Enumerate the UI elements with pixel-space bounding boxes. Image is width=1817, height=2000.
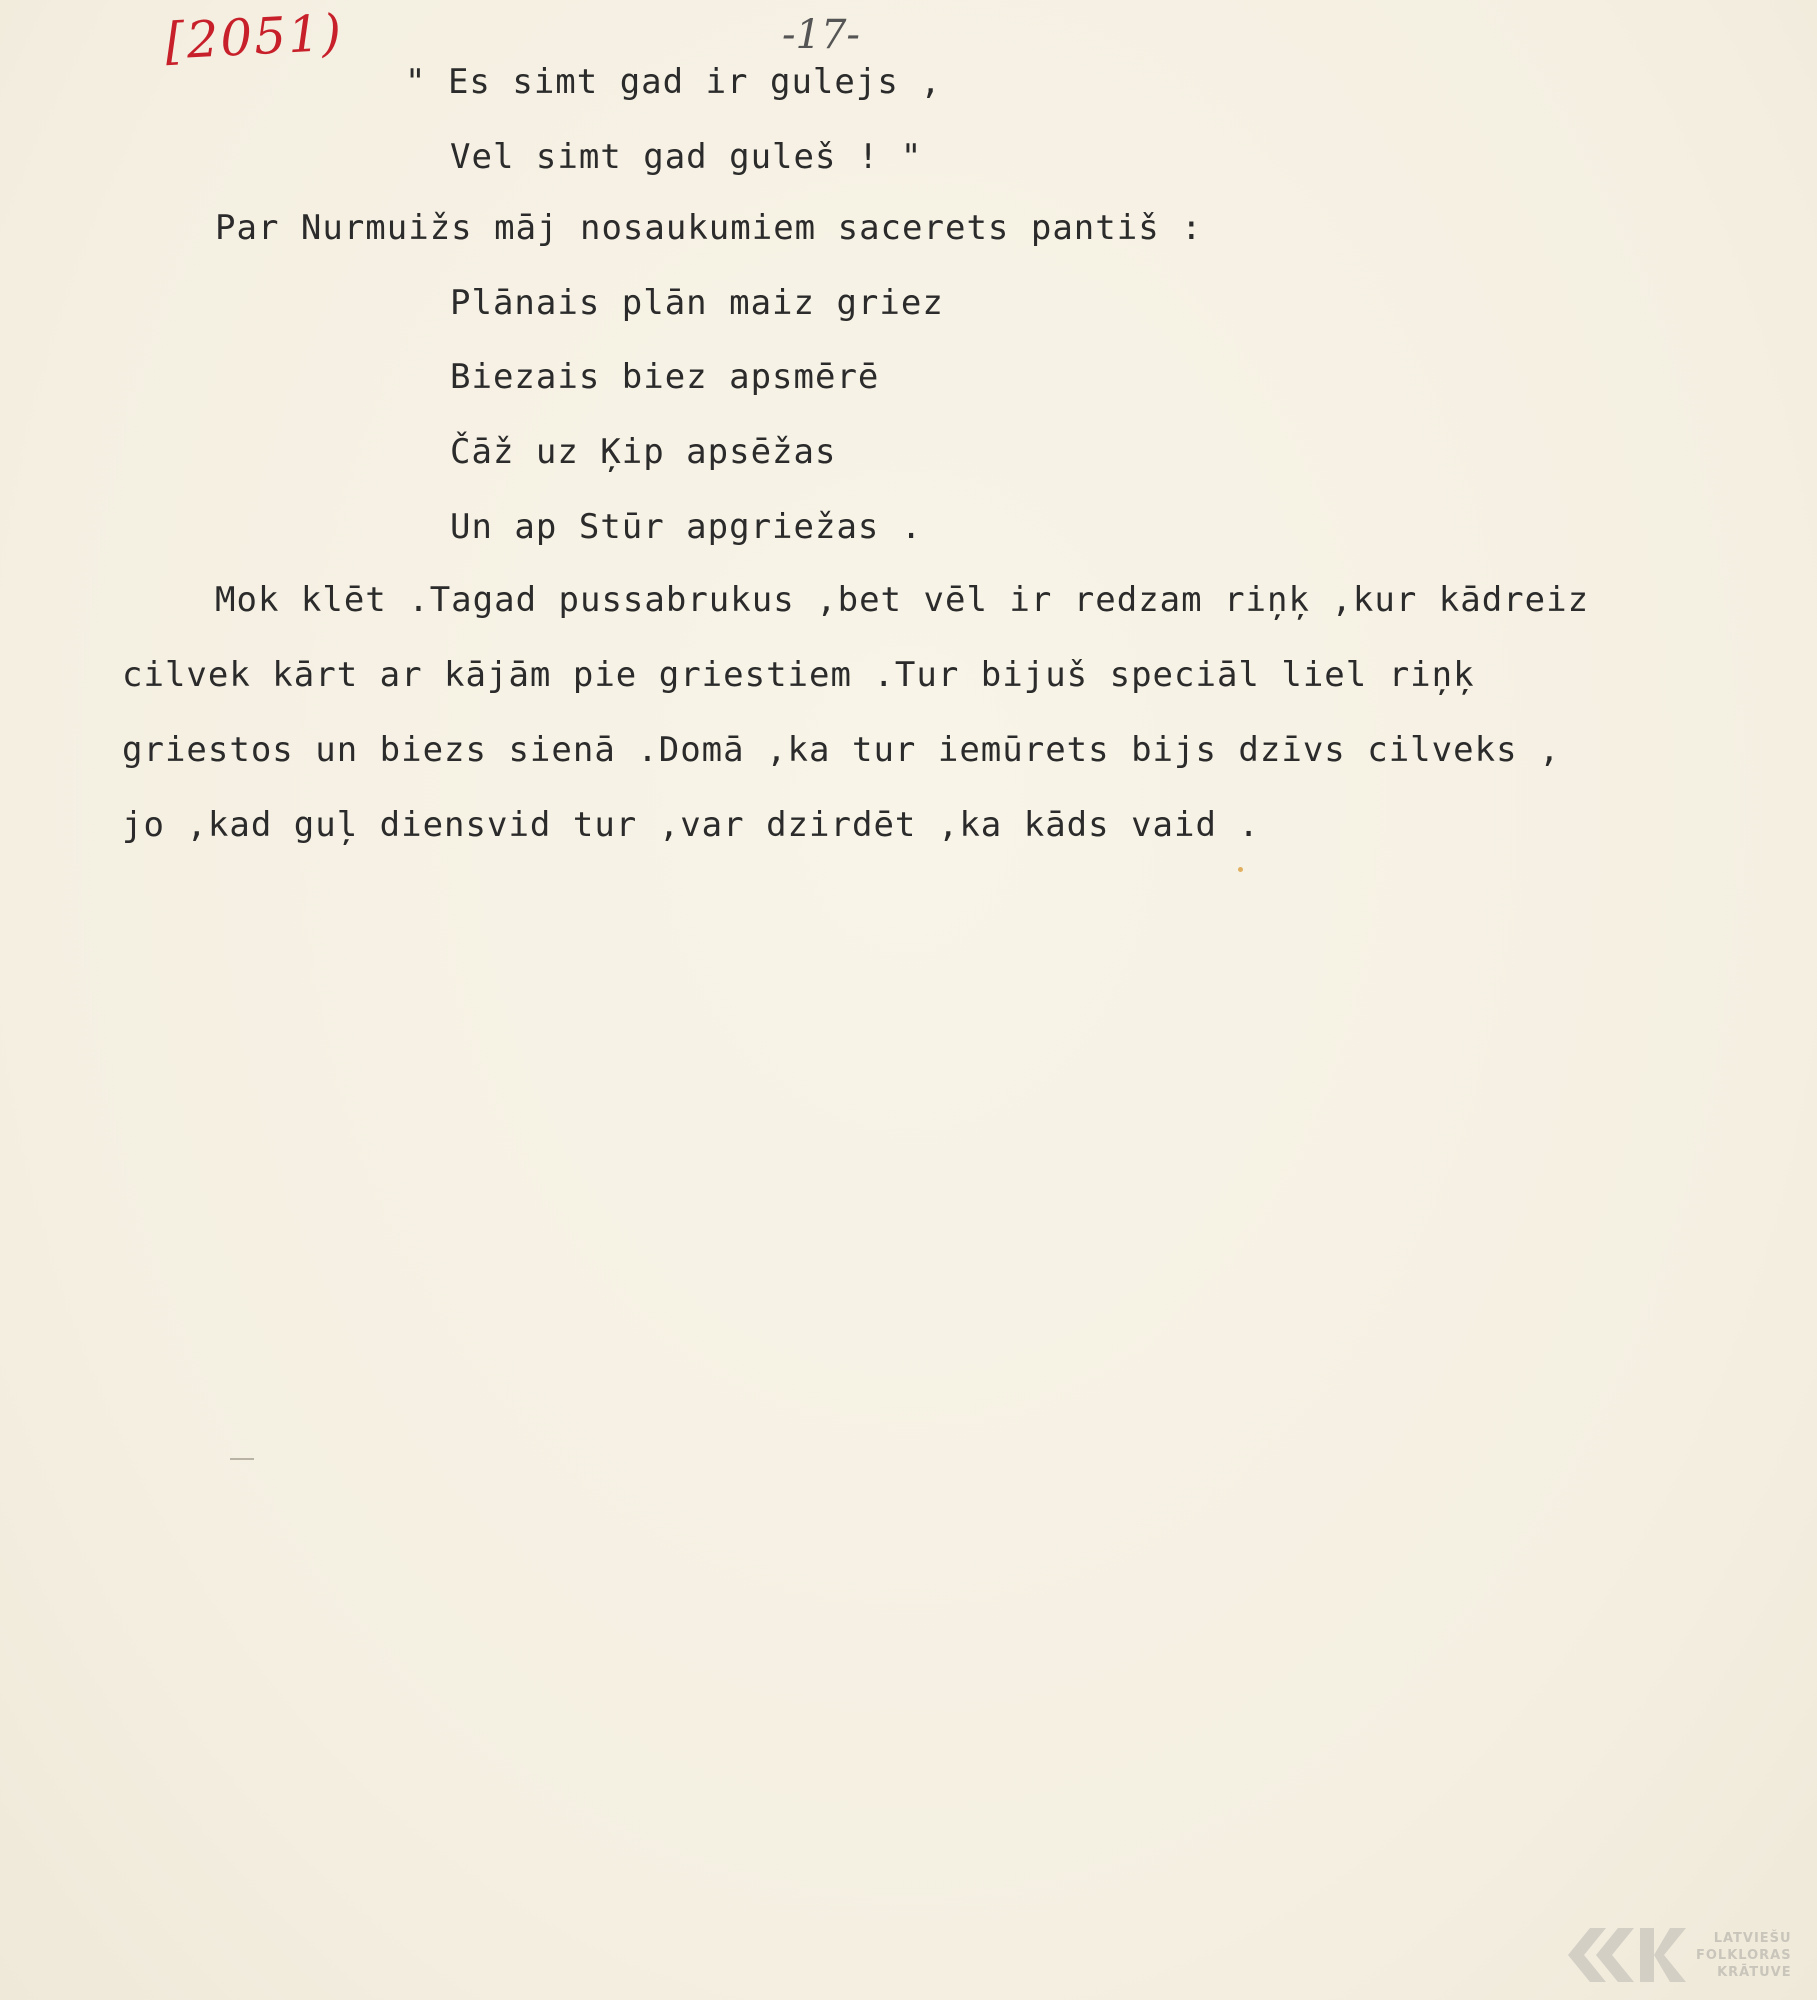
archive-logo-text: [1696, 1930, 1792, 1981]
text-line: Un ap Stūr apgriežas .: [450, 507, 923, 547]
archive-logo: [1560, 1918, 1810, 1992]
logo-line-2: FOLKLORAS: [1696, 1947, 1792, 1963]
text-line: Plānais plān maiz griez: [450, 283, 944, 323]
logo-line-3: KRĀTUVE: [1717, 1964, 1792, 1980]
text-line: " Es simt gad ir gulejs ,: [405, 62, 942, 102]
text-line: Čāž uz Ķip apsēžas: [450, 432, 837, 472]
page-number: -17-: [782, 12, 860, 58]
text-line: Biezais biez apsmērē: [450, 357, 880, 397]
text-line: Mok klēt .Tagad pussabrukus ,bet vēl ir redzam riņķ ,kur kādreiz: [215, 580, 1590, 620]
text-line: Vel simt gad guleš ! ": [450, 137, 923, 177]
text-line: jo ,kad guļ diensvid tur ,var dzirdēt ,ka kāds vaid .: [122, 805, 1260, 845]
text-line: cilvek kārt ar kājām pie griestiem .Tur bijuš speciāl liel riņķ: [122, 655, 1475, 695]
logo-line-1: LATVIEŠU: [1713, 1930, 1792, 1946]
archive-number-annotation: [2051): [163, 3, 345, 71]
archive-chevron-logo-icon: [1560, 1920, 1690, 1990]
paper-mark: [230, 1458, 254, 1460]
paper-speck: [1238, 867, 1243, 872]
text-line: Par Nurmuižs māj nosaukumiem sacerets pantiš :: [215, 208, 1203, 248]
text-line: griestos un biezs sienā .Domā ,ka tur iemūrets bijs dzīvs cilveks ,: [122, 730, 1561, 770]
